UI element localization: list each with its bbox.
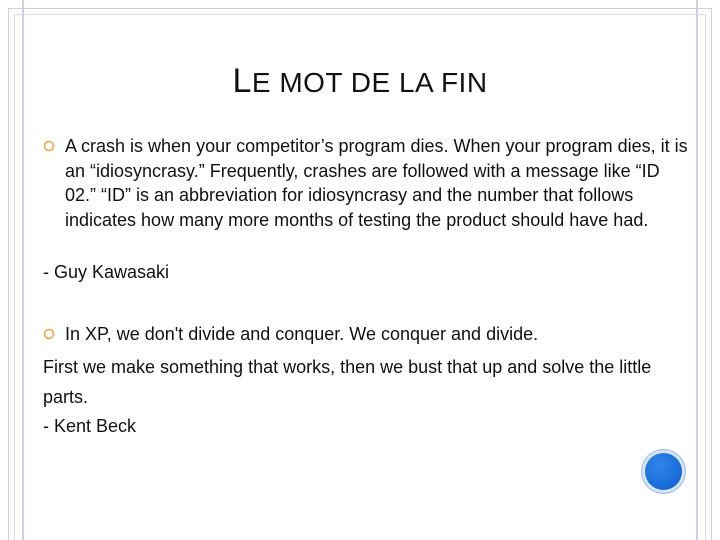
quote-beck-attribution: - Kent Beck — [43, 416, 137, 436]
quote-kawasaki-text: A crash is when your competitor’s program dies. When your program dies, it is an “idiosyncrasy.” Frequently, crashes are followed with a message like “ID 02.” “ID” is an abbreviation for idiosyncrasy and the number that follows indicates how many more months of testing the product should have had. — [65, 136, 688, 230]
title-first-letter: L — [232, 62, 252, 100]
quote-beck-text: First we make something that works, then we bust that up and solve the little parts. — [43, 357, 652, 407]
bullet-icon — [43, 140, 55, 152]
title-rest: E MOT DE LA FIN — [251, 67, 488, 98]
bullet-icon — [43, 328, 55, 340]
quote-kawasaki-attribution: - Guy Kawasaki — [43, 262, 170, 282]
decorative-circle — [642, 450, 685, 493]
quote-beck-first-line: In XP, we don't divide and conquer. We conquer and divide. — [65, 324, 539, 344]
slide-title — [0, 62, 720, 101]
